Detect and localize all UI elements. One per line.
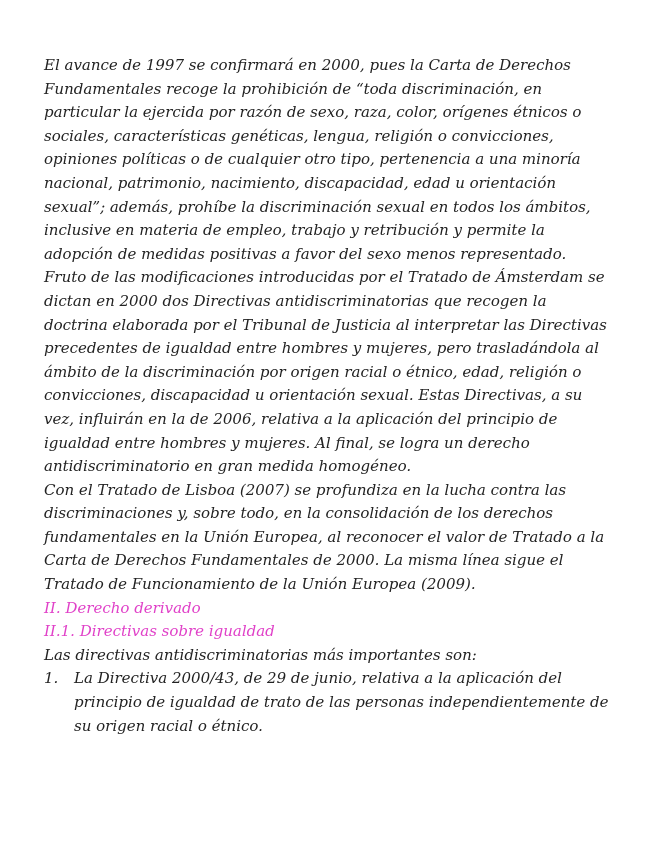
list-item (44, 667, 614, 738)
paragraph-tratado-lisboa: Con el Tratado de Lisboa (2007) se profundiza en la lucha contra las discriminaciones y, sobre todo, en la consolidación de los derechos fundamentales en la Unión Europea, al reconocer el valor de Tratado a la Carta de Derechos Fundamentales de 2000. La misma línea sigue el Tratado de Funcionamiento de la Unión Europea (2009). (44, 480, 605, 594)
section-heading-derecho-derivado: II. Derecho derivado (44, 598, 201, 617)
list-item-text: La Directiva 2000/43, de 29 de junio, relativa a la aplicación del principio de igualdad de trato de las personas independientemente de su origen racial o étnico. (74, 669, 609, 735)
document-page (44, 54, 614, 738)
directives-list (44, 667, 614, 738)
subsection-heading-directivas: II.1. Directivas sobre igualdad (44, 622, 275, 641)
list-item-number: 1. (44, 669, 59, 688)
list-intro: Las directivas antidiscriminatorias más importantes son: (44, 645, 477, 664)
paragraph-tratado-amsterdam: Fruto de las modificaciones introducidas por el Tratado de Ámsterdam se dictan en 2000 dos Directivas antidiscriminatorias que recogen la doctrina elaborada por el Tribunal de Justicia al interpretar las Directivas precedentes de igualdad entre hombres y mujeres, pero trasladándola al ámbito de la discriminación por origen racial o étnico, edad, religión o convicciones, discapacidad u orientación sexual. Estas Directivas, a su vez, influirán en la de 2006, relativa a la aplicación del principio de igualdad entre hombres y mujeres. Al final, se logra un derecho antidiscriminatorio en gran medida homogéneo. (44, 268, 607, 476)
paragraph-carta-derechos: El avance de 1997 se confirmará en 2000, pues la Carta de Derechos Fundamentales recoge la prohibición de “toda discriminación, en particular la ejercida por razón de sexo, raza, color, orígenes étnicos o sociales, características genéticas, lengua, religión o convicciones, opiniones políticas o de cualquier otro tipo, pertenencia a una minoría nacional, patrimonio, nacimiento, discapacidad, edad u orientación sexual”; además, prohíbe la discriminación sexual en todos los ámbitos, inclusive en materia de empleo, trabajo y retribución y permite la adopción de medidas positivas a favor del sexo menos representado. (44, 56, 591, 263)
